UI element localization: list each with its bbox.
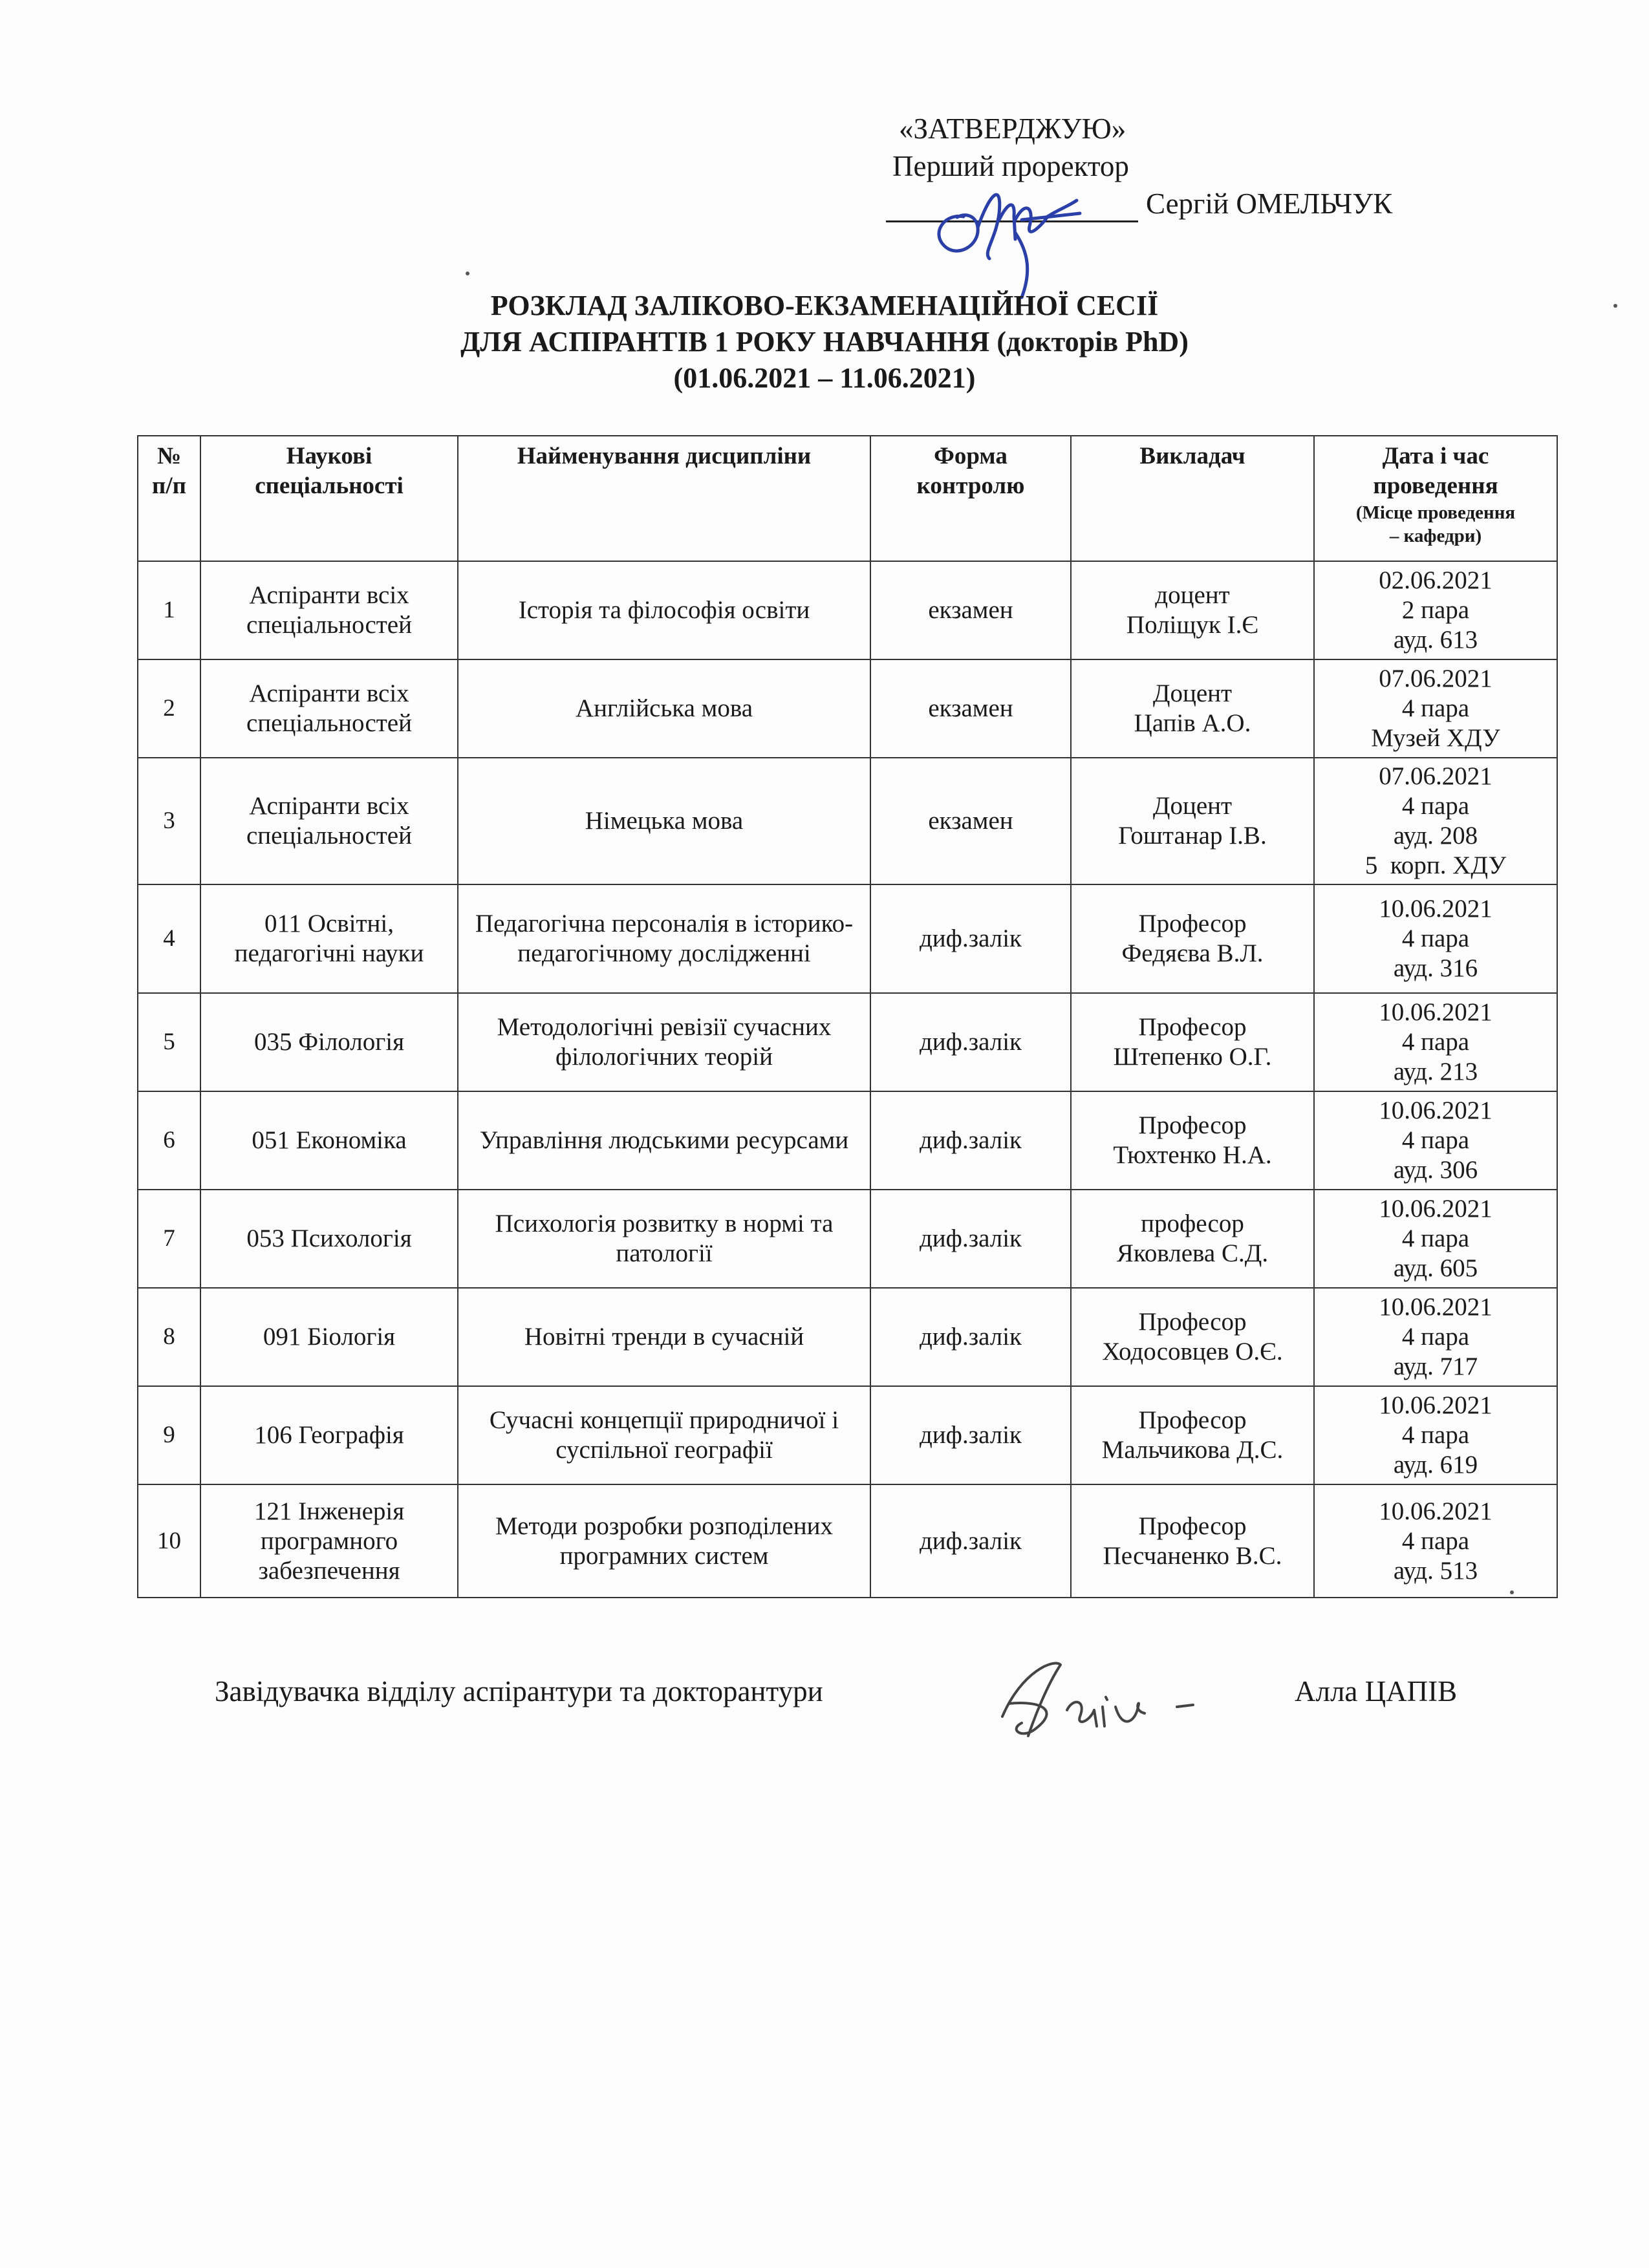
cell-datetime-line: 4 пара xyxy=(1401,1028,1470,1056)
cell-teacher-line: Цапів А.О. xyxy=(1134,709,1251,737)
cell-teacher-line: Песчаненко В.С. xyxy=(1103,1541,1282,1570)
cell-control xyxy=(870,659,1071,758)
cell-teacher-line: Тюхтенко Н.А. xyxy=(1113,1141,1272,1169)
table-body xyxy=(138,561,1557,1598)
cell-datetime-line: ауд. 213 xyxy=(1393,1058,1478,1086)
cell-teacher xyxy=(1071,659,1314,758)
cell-datetime-line: 07.06.2021 xyxy=(1379,762,1493,790)
header-control xyxy=(870,436,1071,561)
cell-teacher-line: Мальчикова Д.С. xyxy=(1101,1436,1284,1464)
cell-specialty-line: забезпечення xyxy=(258,1556,400,1585)
cell-datetime-line: 10.06.2021 xyxy=(1379,1391,1493,1419)
cell-specialty xyxy=(200,1190,458,1288)
cell-datetime-line: 10.06.2021 xyxy=(1379,1293,1493,1321)
cell-datetime-line: ауд. 306 xyxy=(1393,1156,1478,1184)
cell-specialty-line: 053 Психологія xyxy=(246,1225,412,1252)
cell-datetime-line: ауд. 316 xyxy=(1393,954,1478,982)
cell-teacher-line: доцент xyxy=(1155,581,1230,609)
cell-datetime-line: 4 пара xyxy=(1401,1526,1470,1555)
cell-num xyxy=(138,993,200,1091)
cell-teacher xyxy=(1071,1484,1314,1598)
cell-control xyxy=(870,884,1071,993)
header-datetime-sub-line: – кафедри) xyxy=(1389,526,1482,546)
approval-title: «ЗАТВЕРДЖУЮ» xyxy=(899,112,1126,145)
title-line-1: РОЗКЛАД ЗАЛІКОВО-ЕКЗАМЕНАЦІЙНОЇ СЕСІЇ xyxy=(490,290,1159,321)
cell-specialty xyxy=(200,884,458,993)
table-row xyxy=(138,1484,1557,1598)
cell-specialty xyxy=(200,1484,458,1598)
cell-specialty-line: педагогічні науки xyxy=(234,939,424,967)
table-header-row xyxy=(138,436,1557,561)
cell-control-line: диф.залік xyxy=(919,1225,1022,1252)
cell-teacher-line: Ходосовцев О.Є. xyxy=(1102,1338,1283,1365)
cell-discipline-line: патології xyxy=(616,1239,713,1267)
cell-discipline-line: Новітні тренди в сучасній xyxy=(524,1323,804,1351)
cell-specialty-line: спеціальностей xyxy=(246,709,412,737)
header-datetime-line: Дата і час xyxy=(1382,443,1489,469)
cell-teacher-line: Професор xyxy=(1138,1308,1247,1336)
cell-num xyxy=(138,1484,200,1598)
cell-control xyxy=(870,1288,1071,1386)
cell-datetime-line: 10.06.2021 xyxy=(1379,1097,1493,1124)
cell-datetime-line: Музей ХДУ xyxy=(1371,724,1500,752)
cell-num-line: 7 xyxy=(163,1225,175,1252)
cell-control xyxy=(870,758,1071,884)
cell-control-line: диф.залік xyxy=(919,1028,1022,1056)
cell-discipline-line: Педагогічна персоналія в історико- xyxy=(475,910,854,937)
cell-datetime-line: ауд. 613 xyxy=(1393,626,1478,654)
cell-num-line: 2 xyxy=(163,695,175,722)
cell-discipline xyxy=(458,1386,870,1484)
cell-specialty-line: Аспіранти всіх xyxy=(249,792,409,820)
cell-teacher xyxy=(1071,758,1314,884)
cell-num xyxy=(138,1386,200,1484)
table-row xyxy=(138,1190,1557,1288)
cell-teacher xyxy=(1071,1091,1314,1190)
cell-datetime xyxy=(1314,993,1557,1091)
cell-discipline xyxy=(458,758,870,884)
header-datetime-sub-line: (Місце проведення xyxy=(1355,502,1516,523)
cell-datetime xyxy=(1314,1386,1557,1484)
cell-teacher-line: Федяєва В.Л. xyxy=(1121,939,1264,967)
cell-num-line: 3 xyxy=(163,808,175,834)
cell-teacher xyxy=(1071,1386,1314,1484)
header-specialty-line: Наукові xyxy=(286,443,372,469)
cell-datetime xyxy=(1314,561,1557,659)
cell-teacher-line: Гоштанар І.В. xyxy=(1118,822,1267,850)
cell-teacher-line: Професор xyxy=(1138,1111,1247,1139)
cell-datetime-line: ауд. 605 xyxy=(1393,1254,1478,1282)
cell-discipline-line: Управління людськими ресурсами xyxy=(479,1126,849,1154)
header-specialty xyxy=(200,436,458,561)
document-title xyxy=(0,288,1649,396)
scan-speck xyxy=(1613,304,1617,308)
cell-datetime-line: 07.06.2021 xyxy=(1379,665,1493,692)
cell-control-line: диф.залік xyxy=(919,1421,1022,1449)
table-row xyxy=(138,1386,1557,1484)
table-row xyxy=(138,1288,1557,1386)
cell-teacher-line: Поліщук І.Є xyxy=(1126,611,1259,639)
cell-teacher-line: професор xyxy=(1141,1210,1244,1237)
cell-num xyxy=(138,1190,200,1288)
cell-datetime-line: 4 пара xyxy=(1401,694,1470,722)
cell-specialty-line: 035 Філологія xyxy=(253,1028,405,1056)
cell-teacher-line: Доцент xyxy=(1152,679,1233,707)
cell-control xyxy=(870,1190,1071,1288)
cell-teacher-line: Професор xyxy=(1138,1512,1247,1540)
cell-datetime-line: 10.06.2021 xyxy=(1379,1497,1493,1525)
header-datetime xyxy=(1314,436,1557,561)
cell-datetime-line: 02.06.2021 xyxy=(1379,566,1493,594)
cell-num xyxy=(138,561,200,659)
approver-signature xyxy=(918,155,1099,304)
cell-discipline xyxy=(458,1288,870,1386)
cell-discipline-line: філологічних теорій xyxy=(555,1043,773,1071)
cell-teacher xyxy=(1071,1288,1314,1386)
cell-control xyxy=(870,993,1071,1091)
cell-specialty-line: 121 Інженерія xyxy=(253,1497,405,1525)
cell-control-line: диф.залік xyxy=(919,925,1022,952)
cell-num xyxy=(138,1091,200,1190)
cell-datetime-line: 10.06.2021 xyxy=(1379,1195,1493,1223)
cell-specialty-line: 011 Освітні, xyxy=(264,910,394,937)
head-signature xyxy=(983,1645,1229,1755)
cell-discipline xyxy=(458,1190,870,1288)
header-num-line: п/п xyxy=(152,473,186,499)
table-row xyxy=(138,1091,1557,1190)
cell-teacher xyxy=(1071,884,1314,993)
cell-num-line: 10 xyxy=(157,1527,181,1554)
cell-datetime xyxy=(1314,659,1557,758)
cell-discipline-line: суспільної географії xyxy=(555,1436,773,1464)
cell-specialty xyxy=(200,1386,458,1484)
cell-datetime-line: 4 пара xyxy=(1401,1225,1470,1252)
cell-discipline-line: Англійська мова xyxy=(575,694,753,722)
approver-name: Сергій ОМЕЛЬЧУК xyxy=(1146,187,1393,220)
cell-teacher-line: Професор xyxy=(1138,1013,1247,1041)
cell-discipline xyxy=(458,659,870,758)
cell-datetime-line: 5 корп. ХДУ xyxy=(1364,851,1507,879)
cell-num xyxy=(138,758,200,884)
header-num xyxy=(138,436,200,561)
cell-control xyxy=(870,1386,1071,1484)
table-row xyxy=(138,993,1557,1091)
cell-discipline xyxy=(458,1091,870,1190)
cell-discipline xyxy=(458,993,870,1091)
header-control-line: контролю xyxy=(916,473,1025,499)
cell-discipline-line: Сучасні концепції природничої і xyxy=(489,1406,839,1434)
scan-speck xyxy=(1510,1590,1514,1594)
cell-num xyxy=(138,884,200,993)
cell-specialty-line: Аспіранти всіх xyxy=(249,679,409,707)
footer-name: Алла ЦАПІВ xyxy=(1295,1675,1458,1707)
cell-specialty-line: 091 Біологія xyxy=(263,1323,396,1351)
header-num-line: № xyxy=(156,443,182,469)
cell-datetime-line: ауд. 513 xyxy=(1393,1556,1478,1585)
cell-teacher-line: Професор xyxy=(1138,1406,1247,1434)
table-row xyxy=(138,561,1557,659)
cell-datetime-line: ауд. 717 xyxy=(1393,1353,1478,1380)
approver-position: Перший проректор xyxy=(892,150,1129,182)
footer-position: Завідувачка відділу аспірантури та докторантури xyxy=(215,1675,823,1707)
header-specialty-line: спеціальності xyxy=(255,473,404,499)
cell-num xyxy=(138,659,200,758)
cell-discipline-line: Методологічні ревізії сучасних xyxy=(497,1013,832,1041)
cell-datetime-line: 10.06.2021 xyxy=(1379,895,1493,923)
cell-datetime xyxy=(1314,1288,1557,1386)
cell-discipline xyxy=(458,1484,870,1598)
cell-control-line: екзамен xyxy=(928,807,1013,835)
cell-specialty xyxy=(200,758,458,884)
cell-specialty-line: 051 Економіка xyxy=(252,1126,407,1154)
cell-specialty xyxy=(200,1288,458,1386)
cell-datetime-line: 2 пара xyxy=(1401,596,1470,624)
cell-num-line: 6 xyxy=(163,1127,175,1153)
cell-control-line: екзамен xyxy=(928,694,1013,722)
cell-datetime-line: 4 пара xyxy=(1401,792,1470,820)
cell-datetime-line: ауд. 208 xyxy=(1393,822,1478,850)
cell-teacher xyxy=(1071,993,1314,1091)
cell-teacher-line: Професор xyxy=(1138,910,1247,937)
cell-specialty xyxy=(200,561,458,659)
cell-specialty xyxy=(200,993,458,1091)
cell-specialty-line: програмного xyxy=(260,1526,398,1555)
cell-datetime-line: 4 пара xyxy=(1401,1323,1470,1351)
cell-datetime-line: ауд. 619 xyxy=(1393,1451,1478,1479)
cell-num-line: 9 xyxy=(163,1422,175,1448)
cell-datetime xyxy=(1314,884,1557,993)
cell-discipline-line: Психологія розвитку в нормі та xyxy=(495,1210,834,1237)
cell-control-line: диф.залік xyxy=(919,1323,1022,1351)
cell-discipline-line: Німецька мова xyxy=(585,807,744,835)
cell-specialty-line: спеціальностей xyxy=(246,611,412,639)
cell-specialty xyxy=(200,1091,458,1190)
table-row xyxy=(138,659,1557,758)
cell-discipline-line: програмних систем xyxy=(559,1541,769,1570)
cell-num-line: 8 xyxy=(163,1323,175,1350)
cell-teacher xyxy=(1071,561,1314,659)
cell-datetime-line: 4 пара xyxy=(1401,925,1470,952)
header-datetime-line: проведення xyxy=(1373,473,1498,499)
cell-num-line: 5 xyxy=(163,1029,175,1055)
cell-datetime-line: 10.06.2021 xyxy=(1379,998,1493,1026)
cell-control xyxy=(870,1091,1071,1190)
cell-datetime xyxy=(1314,758,1557,884)
cell-teacher-line: Штепенко О.Г. xyxy=(1113,1043,1272,1071)
cell-num xyxy=(138,1288,200,1386)
cell-datetime-line: 4 пара xyxy=(1401,1421,1470,1449)
cell-control-line: диф.залік xyxy=(919,1526,1022,1555)
cell-specialty-line: спеціальностей xyxy=(246,822,412,850)
cell-datetime xyxy=(1314,1091,1557,1190)
cell-control-line: диф.залік xyxy=(919,1126,1022,1154)
cell-num-line: 1 xyxy=(163,597,175,623)
cell-teacher xyxy=(1071,1190,1314,1288)
cell-control xyxy=(870,1484,1071,1598)
cell-teacher-line: Яковлева С.Д. xyxy=(1116,1239,1269,1267)
cell-specialty-line: Аспіранти всіх xyxy=(249,581,409,609)
table-row xyxy=(138,758,1557,884)
title-line-3: (01.06.2021 – 11.06.2021) xyxy=(673,362,976,394)
cell-control-line: екзамен xyxy=(928,596,1013,624)
table-row xyxy=(138,884,1557,993)
cell-specialty xyxy=(200,659,458,758)
cell-specialty-line: 106 Географія xyxy=(254,1421,404,1449)
cell-datetime-line: 4 пара xyxy=(1401,1126,1470,1154)
cell-discipline-line: Історія та філософія освіти xyxy=(518,596,810,624)
header-discipline: Найменування дисципліни xyxy=(458,436,870,561)
cell-datetime xyxy=(1314,1190,1557,1288)
cell-discipline-line: Методи розробки розподілених xyxy=(495,1512,833,1540)
cell-teacher-line: Доцент xyxy=(1152,792,1233,820)
cell-discipline xyxy=(458,884,870,993)
header-control-line: Форма xyxy=(934,443,1008,469)
scan-speck xyxy=(466,272,469,275)
cell-control xyxy=(870,561,1071,659)
cell-discipline-line: педагогічному дослідженні xyxy=(517,939,811,967)
schedule-table xyxy=(137,435,1558,1598)
header-teacher: Викладач xyxy=(1071,436,1314,561)
title-line-2: ДЛЯ АСПІРАНТІВ 1 РОКУ НАВЧАННЯ (докторів PhD) xyxy=(460,326,1189,358)
cell-datetime xyxy=(1314,1484,1557,1598)
cell-num-line: 4 xyxy=(163,925,175,952)
cell-discipline xyxy=(458,561,870,659)
